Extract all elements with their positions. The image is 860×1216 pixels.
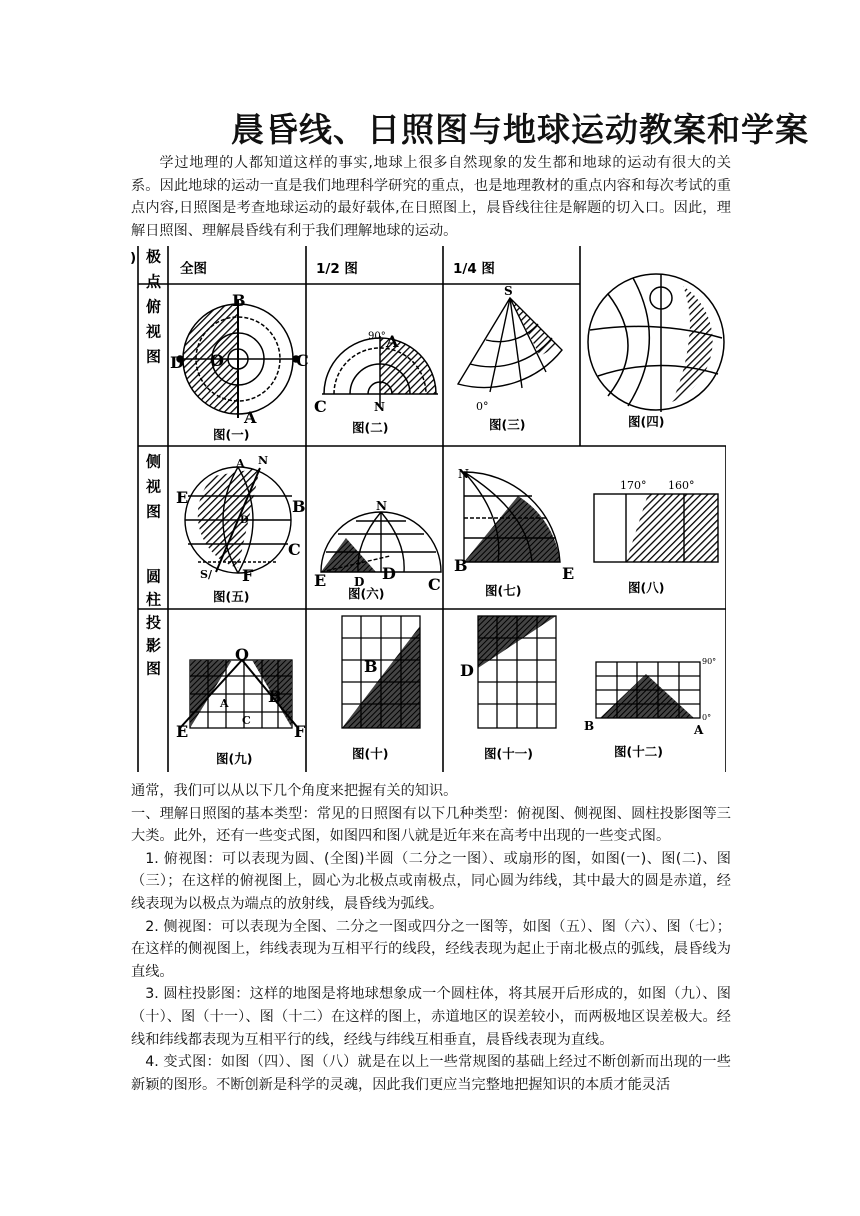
svg-text:N: N: [258, 454, 269, 467]
svg-text:A: A: [244, 408, 257, 427]
body-text: [131, 780, 731, 1096]
caption-fig-8: 图(八): [628, 580, 665, 595]
svg-text:C: C: [242, 714, 251, 727]
figure-3: [458, 284, 562, 413]
col-header-half: 1/2 图: [316, 261, 358, 277]
figure-5: [176, 454, 306, 585]
figure-8: [594, 479, 718, 562]
svg-text:B: B: [454, 556, 468, 575]
svg-text:C: C: [288, 540, 301, 559]
page-title: 晨昏线、日照图与地球运动教案和学案: [231, 110, 809, 149]
svg-text:D: D: [354, 575, 365, 589]
svg-text:0°: 0°: [476, 400, 489, 413]
caption-fig-6: 图(六): [348, 586, 385, 601]
svg-text:E: E: [562, 564, 575, 583]
svg-text:S: S: [504, 284, 513, 298]
caption-fig-9: 图(九): [216, 751, 253, 766]
svg-text:A: A: [386, 332, 399, 351]
svg-text:B: B: [584, 719, 595, 733]
sunlight-diagram-table: [128, 246, 726, 772]
body-paragraph: 2. 侧视图：可以表现为全图、二分之一图或四分之一图等，如图（五）、图（六）、图（七）；在这样的侧视图上，纬线表现为互相平行的线段，经线表现为起止于南北极点的弧线，晨昏线为直线。: [131, 918, 731, 980]
svg-text:E: E: [176, 488, 189, 507]
caption-fig-3: 图(三): [489, 417, 526, 432]
caption-fig-7: 图(七): [485, 583, 522, 598]
figure-12: [584, 657, 716, 737]
svg-text:D: D: [170, 353, 184, 372]
figure-11: [460, 616, 556, 728]
figure-9: [176, 645, 306, 741]
svg-text:B: B: [268, 687, 282, 706]
svg-text:170°: 170°: [620, 479, 647, 492]
caption-fig-11: 图(十一): [484, 746, 533, 761]
caption-fig-4: 图(四): [628, 414, 665, 429]
row-header-side: [144, 453, 162, 529]
caption-fig-5: 图(五): [213, 589, 250, 604]
svg-text:C: C: [296, 351, 309, 370]
corner-mark: ): [130, 250, 137, 266]
svg-text:C: C: [314, 397, 327, 416]
svg-text:90°: 90°: [702, 657, 717, 666]
caption-fig-12: 图(十二): [614, 744, 663, 759]
svg-text:A: A: [220, 697, 229, 710]
svg-text:C: C: [428, 575, 441, 594]
svg-text:N: N: [376, 499, 387, 513]
figure-4: [588, 274, 724, 412]
figure-7: [454, 467, 574, 583]
caption-fig-1: 图(一): [213, 427, 250, 442]
figure-1: [170, 291, 309, 427]
intro-paragraph: 学过地理的人都知道这样的事实,地球上很多自然现象的发生都和地球的运动有很大的关系。因此地球的运动一直是我们地理科学研究的重点，也是地理教材的重点内容和每次考试的重点内容,日照图是考查地球运动的最好载体,在日照图上，晨昏线往往是解题的切入口。因此，理解日照图、理解晨昏线有利于我们理解地球的运动。: [131, 155, 731, 239]
svg-text:D: D: [460, 661, 474, 680]
svg-text:B: B: [364, 657, 378, 676]
svg-text:F: F: [242, 566, 254, 585]
figure-2: [314, 331, 438, 416]
svg-text:E: E: [176, 722, 189, 741]
caption-fig-2: 图(二): [352, 420, 389, 435]
svg-text:90°: 90°: [368, 331, 386, 342]
svg-text:圆柱投影图: 圆柱投影图: [144, 568, 162, 684]
svg-text:N: N: [374, 400, 385, 414]
svg-text:A: A: [694, 723, 704, 737]
svg-text:0°: 0°: [702, 713, 712, 722]
svg-text:A: A: [236, 457, 245, 470]
caption-fig-10: 图(十): [352, 746, 389, 761]
svg-text:N: N: [458, 467, 469, 481]
svg-text:D: D: [240, 515, 249, 526]
svg-text:极点俯视图: 极点俯视图: [144, 248, 162, 374]
body-paragraph: 4. 变式图：如图（四）、图（八）就是在以上一些常规图的基础上经过不断创新而出现的一些新颖的图形。不断创新是科学的灵魂，因此我们更应当完整地把握知识的本质才能灵活: [131, 1054, 731, 1093]
body-paragraph: 3. 圆柱投影图：这样的地图是将地球想象成一个圆柱体，将其展开后形成的，如图（九）、图（十）、图（十一）、图（十二）在这样的图上，赤道地区的误差较小，而两极地区误差极大。经线和纬线都表现为互相平行的线，经线与纬线互相垂直，晨昏线表现为直线。: [131, 986, 731, 1048]
col-header-full: 全图: [180, 261, 207, 277]
body-paragraph: 1. 俯视图：可以表现为圆、(全图)半圆（二分之一图）、或扇形的图，如图(一)、图(二)、图（三）；在这样的俯视图上，圆心为北极点或南极点，同心圆为纬线，其中最大的圆是赤道，经线表现为以极点为端点的放射线，晨昏线为弧线。: [131, 850, 731, 912]
svg-text:F: F: [294, 722, 306, 741]
svg-text:S/: S/: [200, 568, 212, 581]
svg-text:O: O: [210, 351, 224, 370]
col-header-quarter: 1/4 图: [453, 261, 495, 277]
svg-text:D: D: [382, 564, 396, 583]
body-paragraph: 通常，我们可以从以下几个角度来把握有关的知识。: [131, 783, 458, 799]
svg-text:B: B: [232, 291, 246, 310]
svg-text:侧视图: 侧视图: [144, 453, 162, 529]
figure-10: [342, 616, 420, 728]
svg-text:O: O: [235, 645, 249, 664]
body-paragraph: 一、理解日照图的基本类型：常见的日照图有以下几种类型：俯视图、侧视图、圆柱投影图等三大类。此外，还有一些变式图，如图四和图八就是近年来在高考中出现的一些变式图。: [131, 805, 731, 845]
row-header-polar: [144, 248, 162, 374]
svg-text:E: E: [314, 571, 327, 590]
svg-text:B: B: [292, 497, 306, 516]
svg-text:160°: 160°: [668, 479, 695, 492]
figure-6: [314, 499, 441, 594]
row-header-cylinder: [144, 568, 162, 684]
